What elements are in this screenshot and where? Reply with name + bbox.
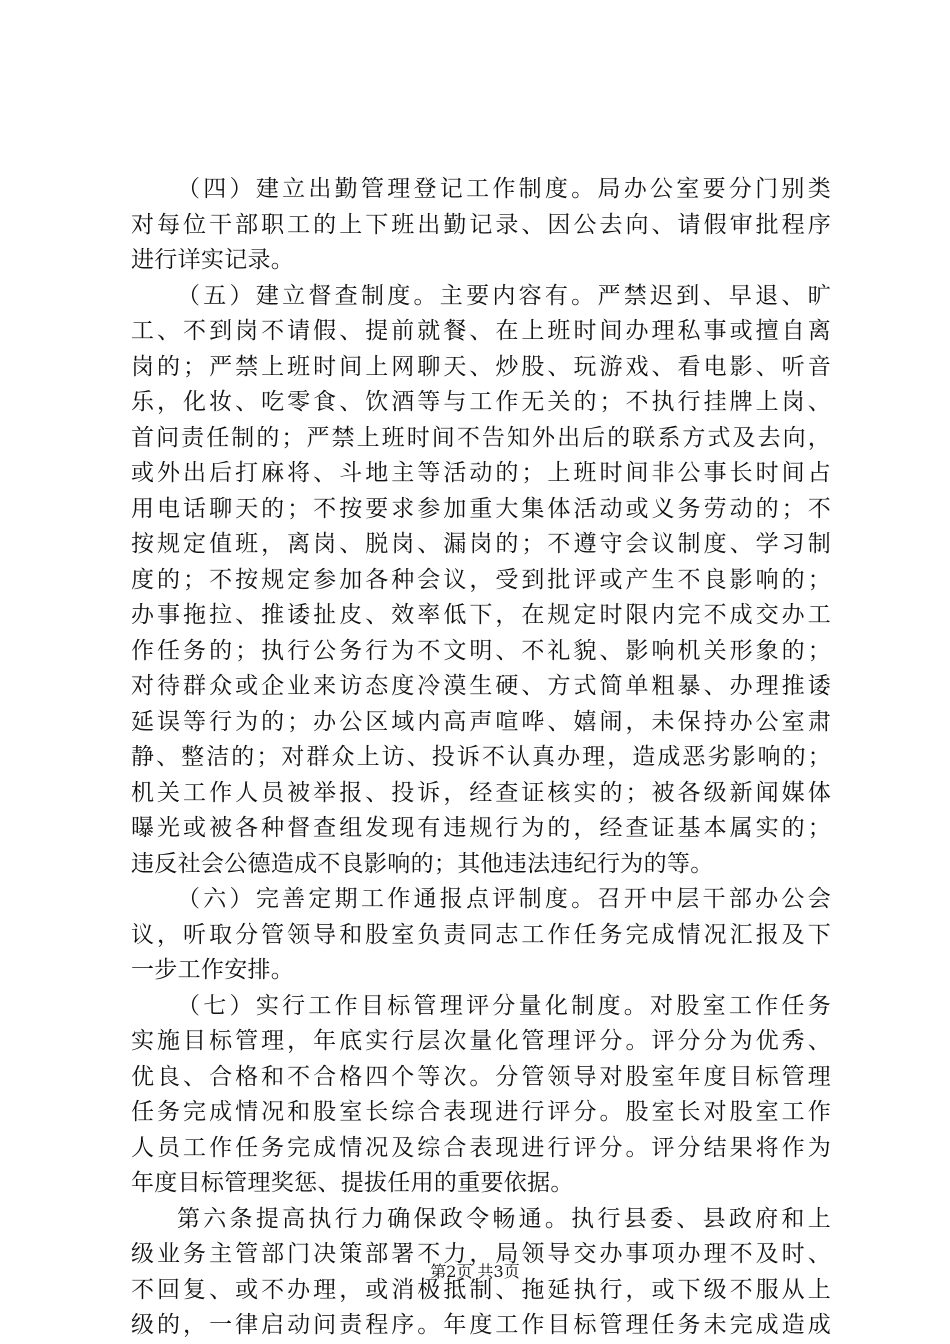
text-line: 年度目标管理奖惩、提拔任用的重要依据。 bbox=[131, 1170, 574, 1196]
text-line: 机关工作人员被举报、投诉，经查证核实的；被各级新闻媒体 bbox=[131, 779, 831, 806]
text-line: 一步工作安排。 bbox=[131, 957, 295, 983]
text-line: 静、整洁的；对群众上访、投诉不认真办理，造成恶劣影响的； bbox=[131, 744, 831, 770]
text-line: 乐，化妆、吃零食、饮酒等与工作无关的；不执行挂牌上岗、 bbox=[131, 389, 831, 415]
text-line: （六）完善定期工作通报点评制度。召开中层干部办公会 bbox=[177, 886, 831, 912]
text-line: 级的，一律启动问责程序。年度工作目标管理任务未完成造成 bbox=[131, 1312, 831, 1338]
document-body bbox=[131, 172, 831, 1344]
text-line: （四）建立出勤管理登记工作制度。局办公室要分门别类 bbox=[177, 176, 831, 202]
text-line: （五）建立督查制度。主要内容有。严禁迟到、早退、旷 bbox=[177, 282, 831, 309]
text-line: （七）实行工作目标管理评分量化制度。对股室工作任务 bbox=[177, 992, 831, 1019]
text-line: 曝光或被各种督查组发现有违规行为的，经查证基本属实的； bbox=[131, 815, 831, 841]
text-line: 人员工作任务完成情况及综合表现进行评分。评分结果将作为 bbox=[131, 1134, 831, 1161]
text-line: 优良、合格和不合格四个等次。分管领导对股室年度目标管理 bbox=[131, 1063, 831, 1090]
text-line: 不回复、或不办理，或消极抵制、拖延执行，或下级不服从上 bbox=[131, 1276, 831, 1303]
text-line: 办事拖拉、推诿扯皮、效率低下，在规定时限内完不成交办工 bbox=[131, 602, 831, 628]
text-line: 议，听取分管领导和股室负责同志工作任务完成情况汇报及下 bbox=[131, 921, 831, 948]
text-line: 度的；不按规定参加各种会议，受到批评或产生不良影响的； bbox=[131, 566, 831, 593]
text-line: 任务完成情况和股室长综合表现进行评分。股室长对股室工作 bbox=[131, 1099, 831, 1125]
text-line: 首问责任制的；严禁上班时间不告知外出后的联系方式及去向， bbox=[131, 424, 831, 451]
text-line: 违反社会公德造成不良影响的；其他违法违纪行为的等。 bbox=[131, 850, 714, 877]
text-line: 实施目标管理，年底实行层次量化管理评分。评分分为优秀、 bbox=[131, 1028, 831, 1054]
text-line: 第六条提高执行力确保政令畅通。执行县委、县政府和上 bbox=[177, 1205, 831, 1232]
text-line: 级业务主管部门决策部署不力，局领导交办事项办理不及时、 bbox=[131, 1241, 831, 1267]
page-footer: 第2页 共3页 bbox=[430, 1262, 520, 1281]
text-line: 对每位干部职工的上下班出勤记录、因公去向、请假审批程序 bbox=[131, 211, 831, 238]
text-line: 或外出后打麻将、斗地主等活动的；上班时间非公事长时间占 bbox=[131, 460, 831, 486]
text-line: 工、不到岗不请假、提前就餐、在上班时间办理私事或擅自离 bbox=[131, 318, 831, 344]
text-line: 作任务的；执行公务行为不文明、不礼貌、影响机关形象的； bbox=[131, 637, 831, 664]
text-line: 按规定值班，离岗、脱岗、漏岗的；不遵守会议制度、学习制 bbox=[131, 531, 831, 557]
text-line: 岗的；严禁上班时间上网聊天、炒股、玩游戏、看电影、听音 bbox=[131, 353, 831, 380]
text-line: 对待群众或企业来访态度冷漠生硬、方式简单粗暴、办理推诿 bbox=[131, 673, 831, 699]
text-line: 用电话聊天的；不按要求参加重大集体活动或义务劳动的；不 bbox=[131, 495, 831, 522]
text-line: 延误等行为的；办公区域内高声喧哗、嬉闹，未保持办公室肃 bbox=[131, 708, 831, 735]
text-line: 进行详实记录。 bbox=[131, 247, 295, 273]
